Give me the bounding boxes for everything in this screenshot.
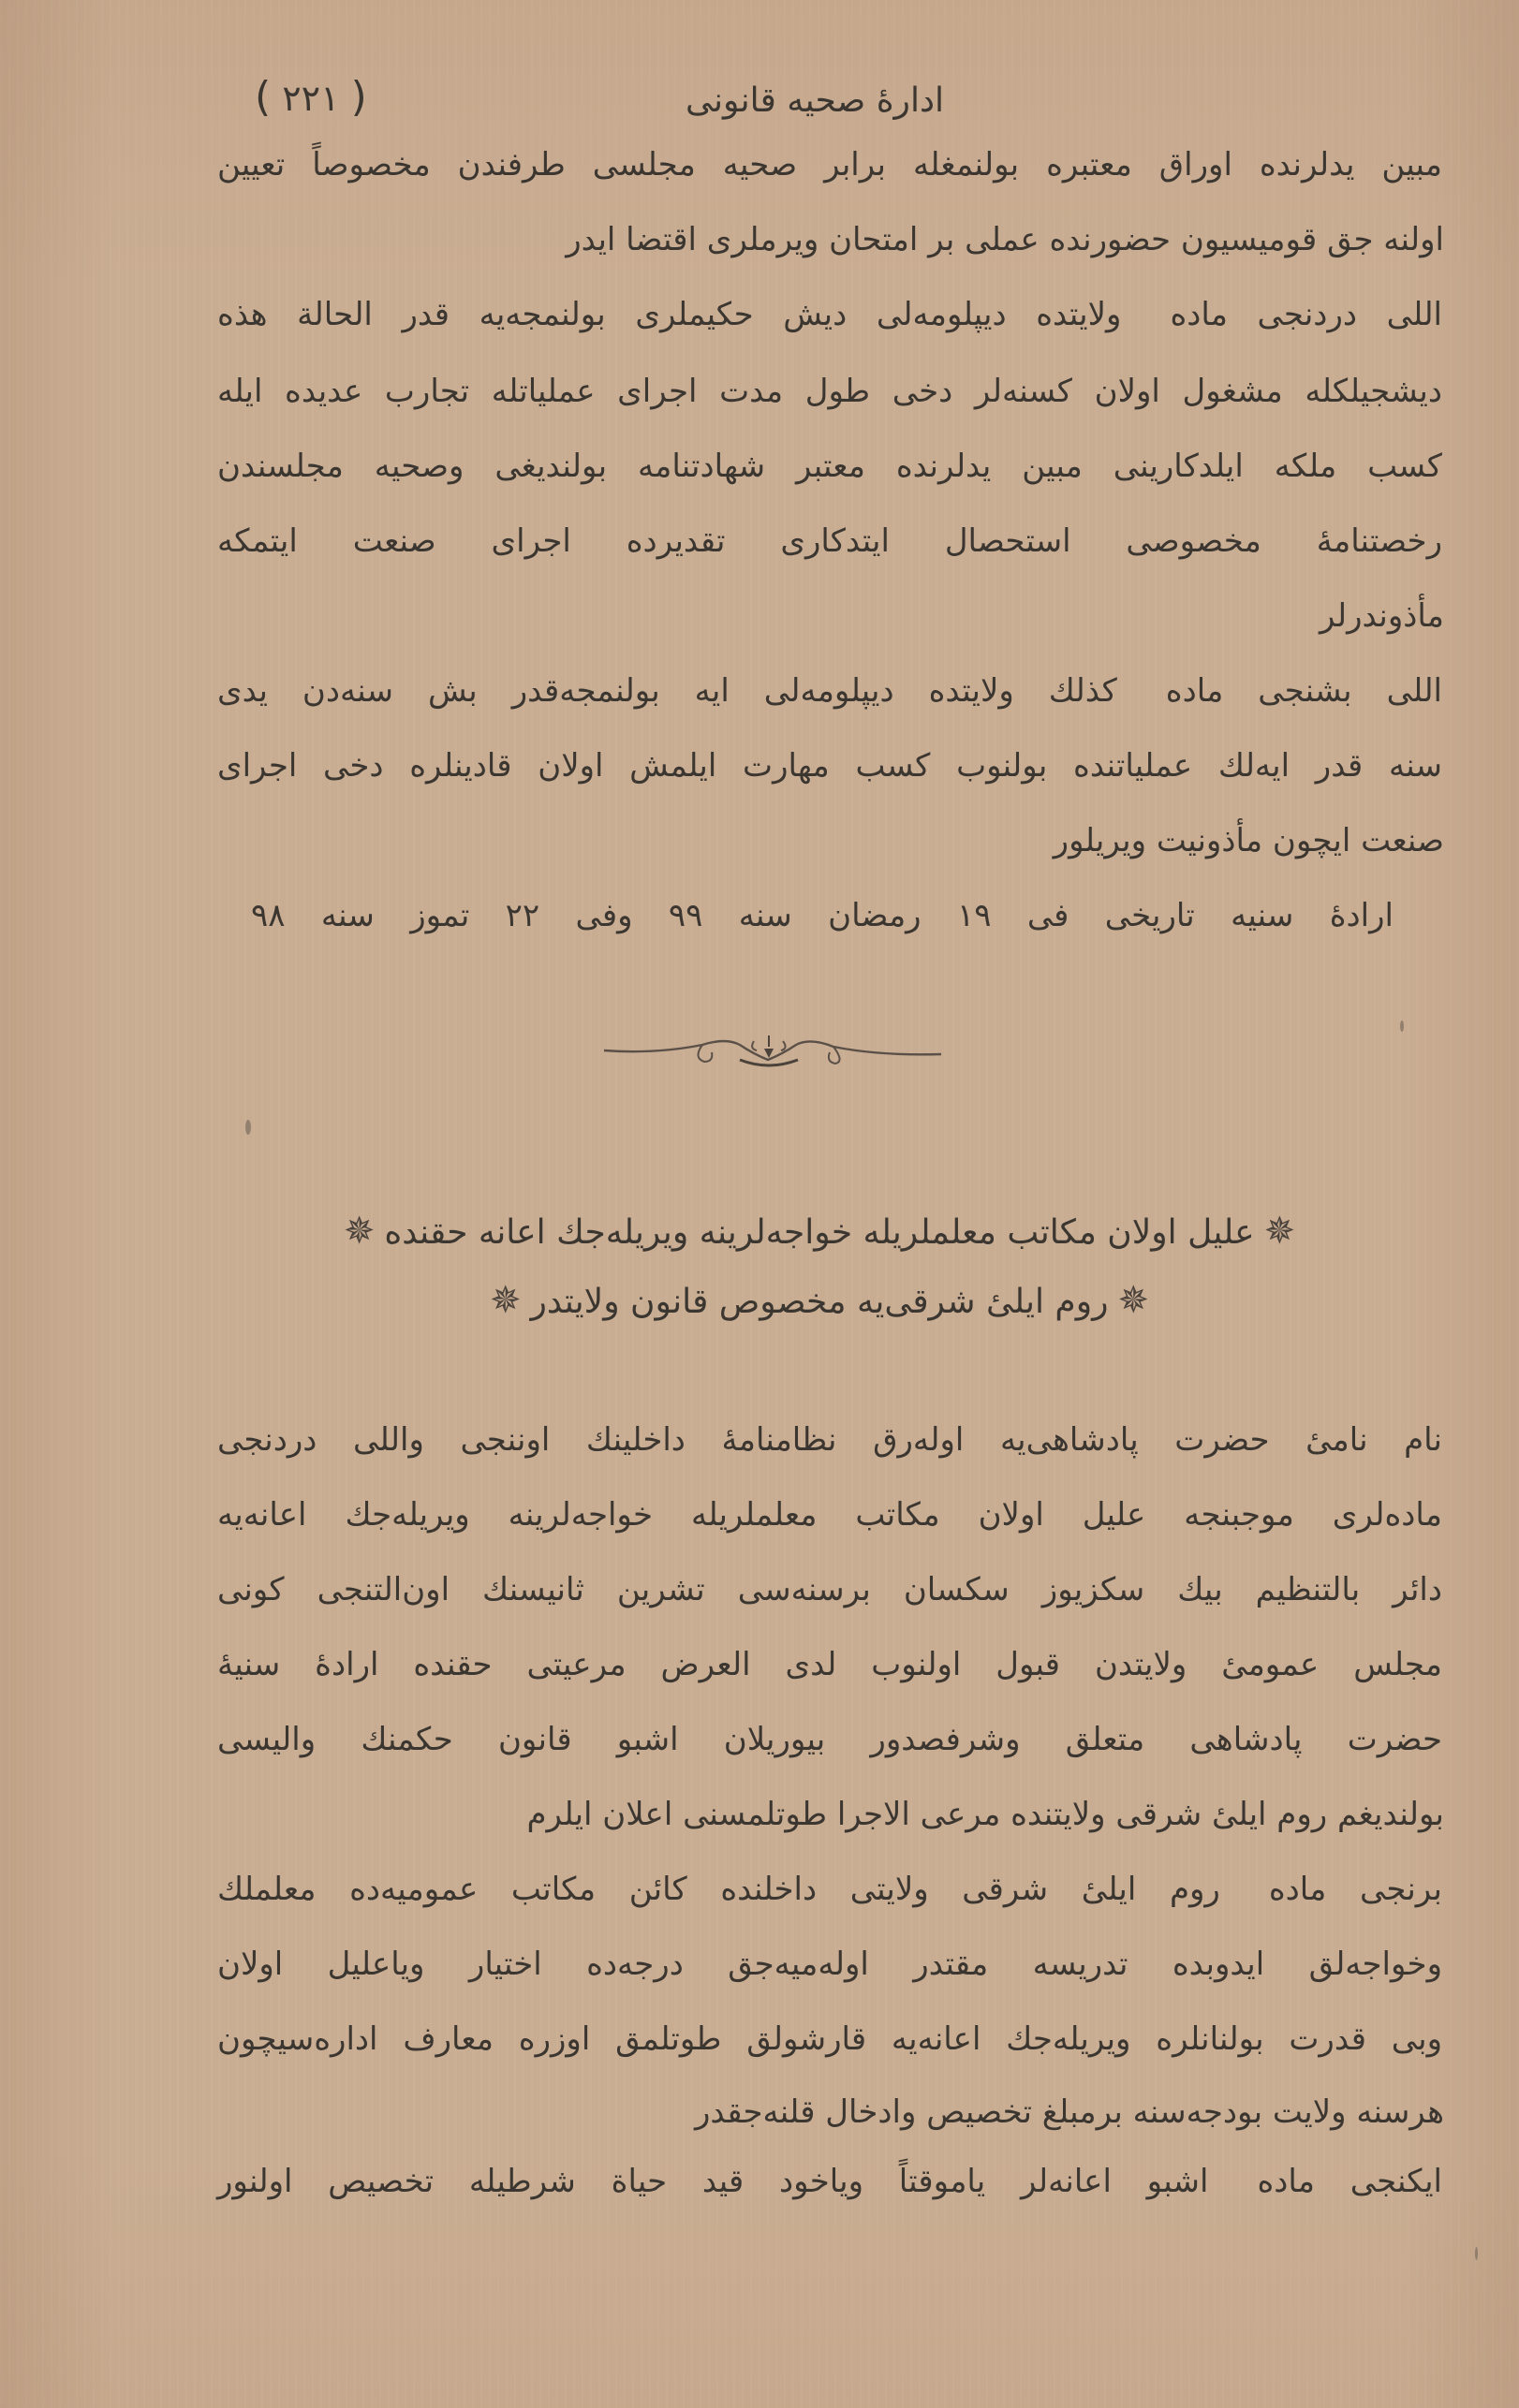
text-line: کسب ملکه ایلدکارینی مبین یدلرنده معتبر شهادتنامه بولندیغی وصحیه مجلسندن: [217, 448, 1442, 485]
text-line: دیشجیلکله مشغول اولان کسنه‌لر دخی طول مدت اجرای عملیاتله تجارب عدیده ایله: [217, 373, 1442, 410]
section-title-line-2: [234, 1271, 1405, 1331]
article-text: اشبو اعانه‌لر یاموقتاً ویاخود قید حیاة شرطیله تخصیص اولنور: [217, 2163, 1209, 2200]
star-ornament-icon: ✵: [1263, 1210, 1296, 1253]
text-line: حضرت پادشاهی متعلق وشرفصدور بیوریلان اشبو قانون حکمنك والیسی: [217, 1721, 1442, 1758]
text-line: سنه قدر ایه‌لك عملیاتنده بولنوب کسب مهارت ایلمش اولان قادینلره دخی اجرای: [217, 747, 1442, 785]
article-text: کذلك ولایتده دیپلومه‌لی ایه بولنمجه‌قدر بش سنه‌دن یدی: [217, 672, 1117, 710]
text-line: مجلس عمومیٔ ولایتدن قبول اولنوب لدی العرض مرعیتی حقنده ارادهٔ سنیهٔ: [217, 1646, 1442, 1683]
text-line: وخواجه‌لق ایدوبده تدریسه مقتدر اوله‌میه‌جق درجه‌ده اختیار ویاعلیل اولان: [217, 1945, 1442, 1983]
article-label: اللی دردنجی ماده: [1170, 296, 1442, 333]
text-line: بولندیغم روم ایلیٔ شرقی ولایتنده مرعی الاجرا طوتلمسنی اعلان ایلرم: [526, 1796, 1444, 1833]
article-line: [217, 663, 1442, 719]
page-number-value: ٢٢١: [282, 78, 340, 119]
page-number: [255, 67, 367, 128]
page-number-open-paren: (: [255, 73, 272, 121]
text-line: صنعت ایچون مأذونیت ویریلور: [1053, 822, 1444, 859]
section-title-line-1: [234, 1202, 1405, 1262]
article-label: اللی بشنجی ماده: [1165, 672, 1442, 710]
article-line: [217, 2153, 1442, 2210]
article-text: روم ایلیٔ شرقی ولایتی داخلنده کائن مکاتب عمومیه‌ده معلملك: [217, 1871, 1220, 1908]
running-title: ادارهٔ صحیه قانونی: [686, 81, 944, 120]
text-line: رخصتنامهٔ مخصوصی استحصال ایتدکاری تقدیرده اجرای صنعت ایتمکه: [217, 522, 1442, 560]
star-ornament-icon: ✵: [343, 1210, 376, 1253]
article-text: ولایتده دیپلومه‌لی دیش حکیملری بولنمجه‌یه قدر الحالة هذه: [217, 296, 1122, 333]
text-line: ماده‌لری موجبنجه علیل اولان مکاتب معلملریله خواجه‌لرینه ویریله‌جك اعانه‌یه: [217, 1496, 1442, 1534]
decorative-flourish-icon: [599, 1030, 946, 1077]
star-ornament-icon: ✵: [490, 1279, 522, 1322]
text-line: دائر بالتنظیم بیك سکزیوز سکسان برسنه‌سی تشرین ثانیسنك اون‌التنجی کونی: [217, 1571, 1442, 1608]
paper-speck: [1400, 1020, 1404, 1032]
text-line: مأذوندرلر: [1320, 597, 1444, 635]
section-title-text: علیل اولان مکاتب معلملریله خواجه‌لرینه ویریله‌جك اعانه حقنده: [384, 1213, 1255, 1252]
section-title-text: روم ایلیٔ شرقی‌یه مخصوص قانون ولایتدر: [530, 1283, 1109, 1321]
article-line: [217, 286, 1442, 343]
text-line: نام نامیٔ حضرت پادشاهی‌یه اوله‌رق نظامنامهٔ داخلینك اوننجی واللی دردنجی: [217, 1421, 1442, 1459]
article-line: [217, 1861, 1442, 1917]
page-number-close-paren: ): [350, 73, 367, 121]
star-ornament-icon: ✵: [1117, 1279, 1149, 1322]
article-label: برنجی ماده: [1268, 1871, 1442, 1908]
text-line: وبی قدرت بولنانلره ویریله‌جك اعانه‌یه قارشولق طوتلمق اوزره معارف اداره‌سیچون: [217, 2020, 1442, 2058]
decree-date-line: ارادهٔ سنیه تاریخی فی ١٩ رمضان سنه ٩٩ وفی ٢٢ تموز سنه ٩٨: [251, 897, 1394, 934]
article-label: ایکنجی ماده: [1257, 2163, 1442, 2200]
paper-speck: [1475, 2247, 1478, 2260]
text-line: هرسنه ولایت بودجه‌سنه برمبلغ تخصیص وادخال قلنه‌جقدر: [695, 2093, 1444, 2131]
text-line: اولنه جق قومیسیون حضورنده عملی بر امتحان ویرملری اقتضا ایدر: [566, 221, 1444, 258]
paper-speck: [245, 1120, 251, 1135]
text-line: مبین یدلرنده اوراق معتبره بولنمغله برابر صحیه مجلسی طرفندن مخصوصاً تعیین: [217, 146, 1442, 184]
